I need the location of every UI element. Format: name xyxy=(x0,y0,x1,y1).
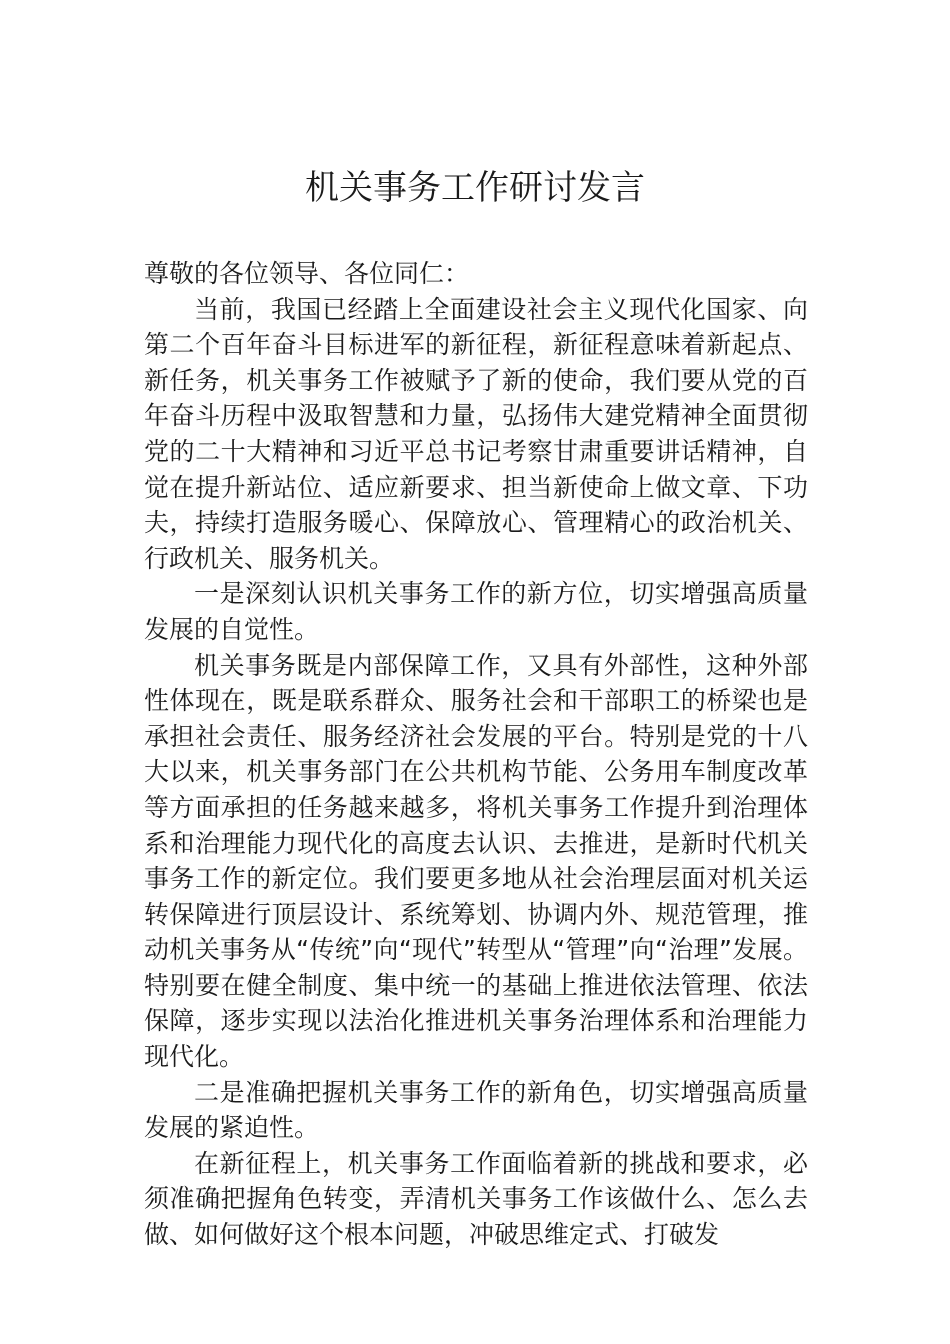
paragraph-section-two: 在新征程上，机关事务工作面临着新的挑战和要求，必须准确把握角色转变，弄清机关事务工作该做什么、怎么去做、如何做好这个根本问题，冲破思维定式、打破发 xyxy=(144,1148,808,1250)
section-heading-one: 一是深刻认识机关事务工作的新方位，切实增强高质量发展的自觉性。 xyxy=(144,579,808,644)
salutation: 尊敬的各位领导、各位同仁： xyxy=(144,259,470,288)
document-title: 机关事务工作研讨发言 xyxy=(305,168,645,208)
paragraph-intro: 当前，我国已经踏上全面建设社会主义现代化国家、向第二个百年奋斗目标进军的新征程，新征程意味着新起点、新任务，机关事务工作被赋予了新的使命，我们要从党的百年奋斗历程中汲取智慧和力量，弘扬伟大建党精神全面贯彻党的二十大精神和习近平总书记考察甘肃重要讲话精神，自觉在提升新站位、适应新要求、担当新使命上做文章、下功夫，持续打造服务暖心、保障放心、管理精心的政治机关、行政机关、服务机关。 xyxy=(144,294,808,573)
section-heading-two: 二是准确把握机关事务工作的新角色，切实增强高质量发展的紧迫性。 xyxy=(144,1077,808,1143)
document-body xyxy=(144,256,808,1253)
paragraph-section-one: 机关事务既是内部保障工作，又具有外部性，这种外部性体现在，既是联系群众、服务社会和干部职工的桥梁也是承担社会责任、服务经济社会发展的平台。特别是党的十八大以来，机关事务部门在公共机构节能、公务用车制度改革等方面承担的任务越来越多，将机关事务工作提升到治理体系和治理能力现代化的高度去认识、去推进，是新时代机关事务工作的新定位。我们要更多地从社会治理层面对机关运转保障进行顶层设计、系统筹划、协调内外、规范管理，推动机关事务从“传统”向“现代”转型从“管理”向“治理”发展。特别要在健全制度、集中统一的基础上推进依法管理、依法保障，逐步实现以法治化推进机关事务治理体系和治理能力现代化。 xyxy=(144,650,808,1072)
